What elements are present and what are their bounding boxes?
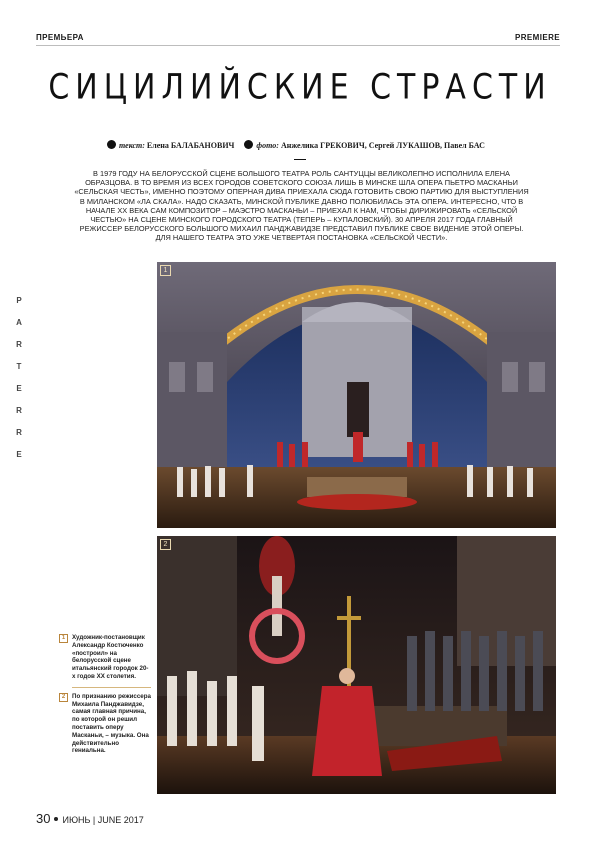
article-title: СИЦИЛИЙСКИЕ СТРАСТИ [48, 67, 552, 108]
article-credits [0, 140, 600, 150]
photo-number: 2 [160, 539, 171, 550]
caption-text: По признанию режиссера Михаила Панджавидзе, самая главная причина, по которой он решил поставить оперу Масканьи, – музыка. Она действительно гениальна. [72, 692, 151, 755]
sidebar-letter: R [16, 406, 22, 415]
photo-captions [59, 634, 151, 767]
photo-number: 1 [160, 265, 171, 276]
sidebar-letter: T [16, 362, 22, 371]
caption-divider [72, 687, 151, 688]
caption-text: Художник-постановщик Александр Костюченко «построил» на белорусской сцене итальянский городок 20-х годов XX столетия. [72, 634, 149, 680]
caption-item [59, 634, 151, 681]
text-credit-names: Елена БАЛАБАНОВИЧ [146, 141, 235, 150]
page-footer [36, 811, 144, 826]
bullet-icon [54, 817, 58, 821]
caption-item [59, 693, 151, 755]
section-label-en: PREMIERE [515, 33, 560, 42]
article-lede: В 1979 ГОДУ НА БЕЛОРУССКОЙ СЦЕНЕ БОЛЬШОГО ТЕАТРА РОЛЬ САНТУЦЦЫ ВЕЛИКОЛЕПНО ИСПОЛНИЛА ЕЛЕНА ОБРАЗЦОВА. В ТО ВРЕМЯ ИЗ ВСЕХ ГОРОДОВ СОВЕТСКОГО СОЮЗА ЛИШЬ В МИНСКЕ ШЛА ОПЕРА ПЬЕТРО МАСКАНЬИ «СЕЛЬСКАЯ ЧЕСТЬ», ИМЕННО ПОЭТОМУ ОПЕРНАЯ ДИВА ПРИЕХАЛА СЮДА ГОТОВИТЬ СВОЮ ПАРТИЮ ДЛЯ ВЫСТУПЛЕНИЯ В МИЛАНСКОМ «ЛА СКАЛА». НАДО СКАЗАТЬ, МИНСКОЙ ПУБЛИКЕ ДАВНО ПОЛЮБИЛАСЬ ЭТА ОПЕРА. ИНТЕРЕСНО, ЧТО В НАЧАЛЕ XX ВЕКА САМ КОМПОЗИТОР – МАЭСТРО МАСКАНЬИ – ПРИЕХАЛ К НАМ, ЧТОБЫ ДИРИЖИРОВАТЬ «СЕЛЬСКОЙ ЧЕСТЬЮ» НА СЦЕНЕ МИНСКОГО ГОРОДСКОГО ТЕАТРА (ТЕПЕРЬ – КУПАЛОВСКИЙ). 30 АПРЕЛЯ 2017 ГОДА ГЛАВНЫЙ РЕЖИССЕР БЕЛОРУССКОГО БОЛЬШОГО МИХАИЛ ПАНДЖАВИДЗЕ ПРЕДСТАВИЛ ПУБЛИКЕ СВОЕ ВИДЕНИЕ ЭТОЙ ОПЕРЫ. ДЛЯ НАШЕГО ТЕАТРА ЭТО УЖЕ ЧЕТВЕРТАЯ ПОСТАНОВКА «СЕЛЬСКОЙ ЧЕСТИ». [74, 169, 529, 243]
divider [294, 159, 306, 160]
camera-icon [244, 140, 253, 149]
stage-set-illustration [157, 262, 556, 528]
stage-photo-1 [157, 262, 556, 528]
stage-photo-2 [157, 536, 556, 794]
section-label: ПРЕМЬЕРА [36, 33, 84, 42]
photo-credit-label: фото: [256, 141, 279, 150]
sidebar-letter: R [16, 428, 22, 437]
page-number: 30 [36, 811, 51, 826]
photo-credit-names: Анжелика ГРЕКОВИЧ, Сергей ЛУКАШОВ, Павел БАС [280, 141, 485, 150]
running-header [36, 33, 560, 46]
sidebar-letter: P [16, 296, 22, 305]
caption-number: 1 [59, 634, 68, 643]
sidebar-letter: R [16, 340, 22, 349]
sidebar-letter: A [16, 318, 22, 327]
procession-illustration [157, 536, 556, 794]
section-sidebar-word [14, 290, 24, 466]
caption-number: 2 [59, 693, 68, 702]
sidebar-letter: E [16, 450, 22, 459]
sidebar-letter: E [16, 384, 22, 393]
pen-icon [107, 140, 116, 149]
issue-date: ИЮНЬ | JUNE 2017 [62, 815, 144, 825]
text-credit-label: текст: [119, 141, 145, 150]
